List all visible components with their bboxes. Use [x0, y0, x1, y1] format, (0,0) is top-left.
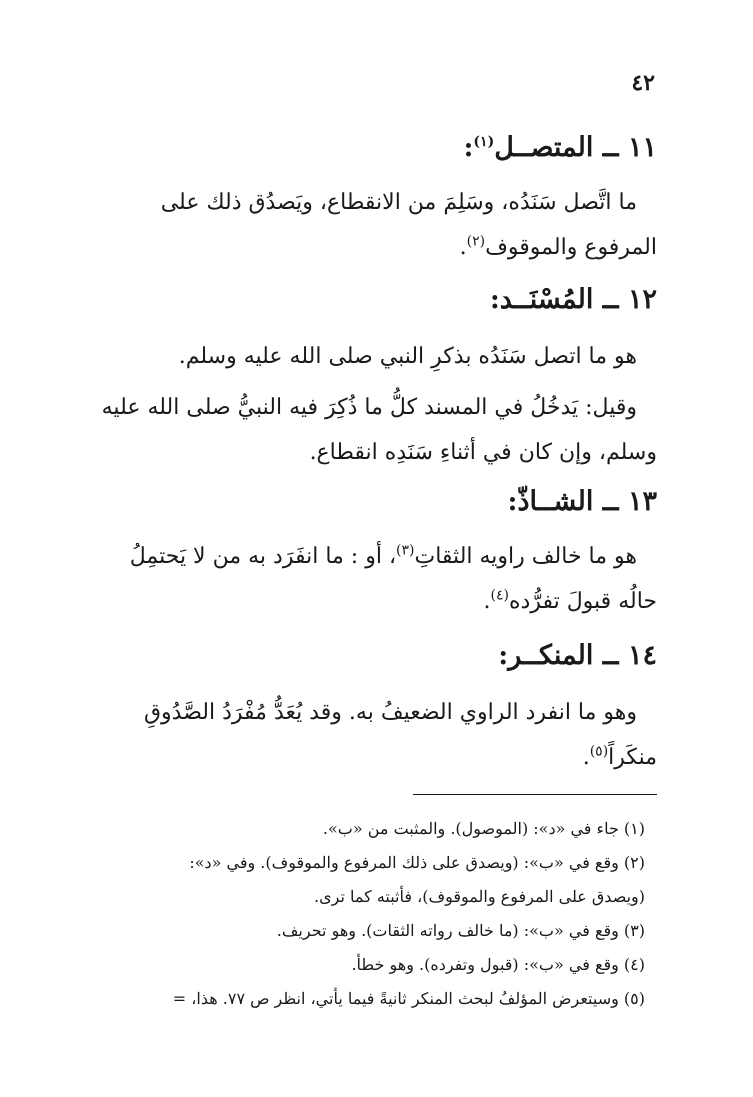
text-end: .	[459, 235, 467, 260]
footnote-1: (١) جاء في «د»: (الموصول). والمثبت من «ب».	[322, 819, 645, 838]
heading-text: ١٢ ــ المُسْنَــد	[499, 284, 657, 315]
footnote-4: (٤) وقع في «ب»: (قبول وتفرده). وهو خطأ.	[351, 955, 645, 974]
section-heading	[97, 128, 657, 168]
footnote-separator	[413, 794, 657, 795]
heading-text: ١١ ــ المتصــل	[494, 132, 657, 163]
heading-text: ١٤ ــ المنكــر	[508, 640, 657, 671]
section-heading	[97, 482, 657, 522]
paragraph	[97, 180, 657, 270]
section-musnad	[97, 280, 657, 475]
text-line: ما اتَّصل سَنَدُه، وسَلِمَ من الانقطاع، ويَصدُق ذلك على	[160, 190, 637, 215]
footnote-ref: (٤)	[490, 587, 509, 604]
footnote-ref: (٣)	[396, 542, 415, 559]
section-muttasil	[97, 128, 657, 270]
text-line: منكَراً	[608, 745, 657, 770]
text-line: ، أو : ما انفَرَد به من لا يَحتمِلُ	[129, 544, 397, 569]
heading-colon: :	[489, 284, 500, 315]
text-end: .	[582, 745, 590, 770]
footnote-ref: (١)	[473, 134, 495, 150]
section-shadh	[97, 482, 657, 624]
section-munkar	[97, 636, 657, 780]
footnote-2-continued: (ويصدق على المرفوع والموقوف)، فأثبته كما ترى.	[314, 887, 645, 906]
paragraph	[97, 385, 657, 475]
text-line: وهو ما انفرد الراوي الضعيفُ به. وقد يُعَدُّ مُفْرَدُ الصَّدُوقِ	[143, 700, 637, 725]
section-heading	[97, 636, 657, 676]
section-heading	[97, 280, 657, 320]
footnote-2: (٢) وقع في «ب»: (ويصدق على ذلك المرفوع والموقوف). وفي «د»:	[189, 853, 645, 872]
heading-colon: :	[507, 486, 518, 517]
text-line: حالُه قبولَ تفرُّده	[508, 589, 657, 614]
footnote-ref: (٢)	[466, 233, 486, 250]
page-number: ٤٢	[631, 70, 655, 96]
heading-colon: :	[498, 640, 509, 671]
footnote-5: (٥) وسيتعرض المؤلفُ لبحث المنكر ثانيةً فيما يأتي، انظر ص ٧٧. هذا، =	[172, 989, 645, 1008]
text-line: هو ما اتصل سَنَدُه بذكرِ النبي صلى الله عليه وسلم.	[178, 344, 637, 369]
footnote-ref: (٥)	[589, 743, 609, 760]
text-line: المرفوع والموقوف	[485, 235, 657, 260]
footnote-3: (٣) وقع في «ب»: (ما خالف رواته الثقات). وهو تحريف.	[276, 921, 645, 940]
heading-colon: :	[463, 132, 474, 163]
heading-text: ١٣ ــ الشــاذّ	[517, 486, 657, 517]
text-line: وسلم، وإن كان في أثناءِ سَنَدِه انقطاع.	[309, 440, 657, 465]
text-line: وقيل: يَدخُلُ في المسند كلُّ ما ذُكِرَ فيه النبيُّ صلى الله عليه	[101, 395, 637, 420]
text-end: .	[483, 589, 491, 614]
paragraph	[97, 690, 657, 780]
footnotes	[93, 812, 645, 1016]
text-line: هو ما خالف راويه الثقاتِ	[414, 544, 637, 569]
paragraph	[97, 534, 657, 624]
paragraph	[97, 334, 657, 379]
